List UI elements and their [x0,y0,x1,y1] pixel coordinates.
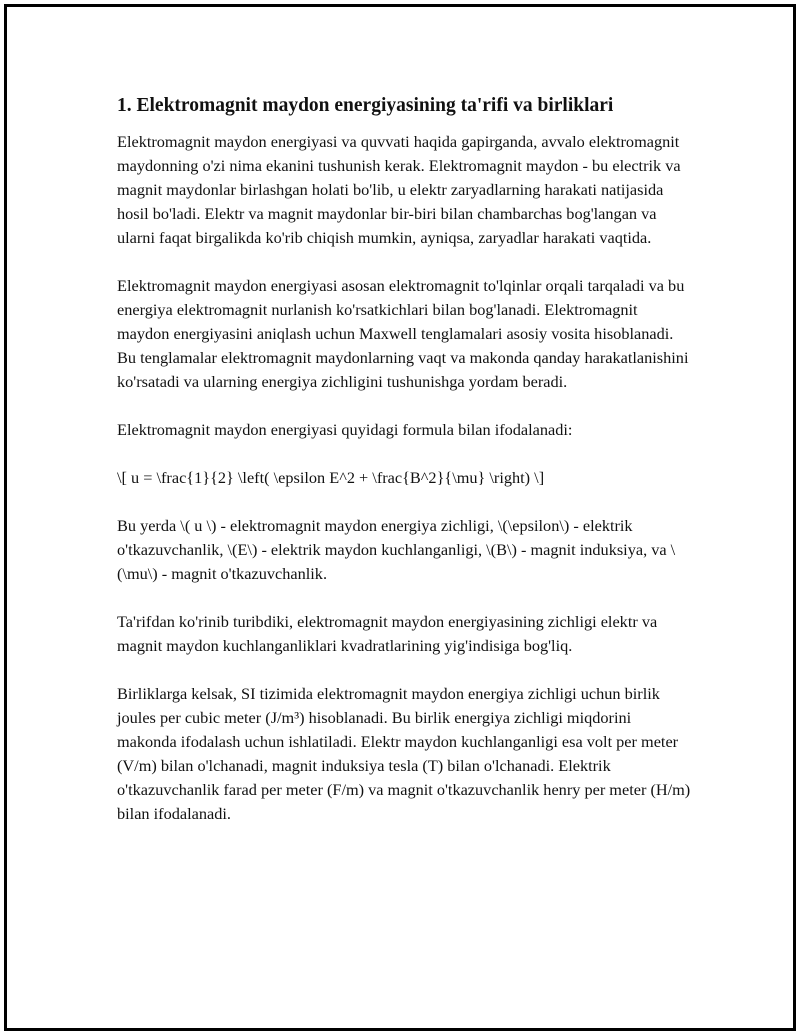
paragraph-definition-conclusion: Ta'rifdan ko'rinib turibdiki, elektromagnit maydon energiyasining zichligi elektr va magnit maydon kuchlanganliklari kvadratlarining yig'indisiga bog'liq. [117,612,658,655]
paragraph-intro: Elektromagnit maydon energiyasi va quvvati haqida gapirganda, avvalo elektromagnit maydonning o'zi nima ekanini tushunish kerak. Elektromagnit maydon - bu electrik va magnit maydonlar birlashgan holati bo'lib, u elektr zaryadlarning harakati natijasida hosil bo'ladi. Elektr va magnit maydonlar bir-biri bilan chambarchas bog'langan va ularni faqat birgalikda ko'rib chiqish mumkin, ayniqsa, zaryadlar harakati vaqtida. [117,132,681,247]
document-body [117,92,692,850]
paragraph-formula-intro: Elektromagnit maydon energiyasi quyidagi formula bilan ifodalanadi: [117,420,573,439]
formula-energy-density: \[ u = \frac{1}{2} \left( \epsilon E^2 + \frac{B^2}{\mu} \right) \] [117,468,545,487]
paragraph-symbol-definitions: Bu yerda \( u \) - elektromagnit maydon energiya zichligi, \(\epsilon\) - elektrik o'tkazuvchanlik, \(E\) - elektrik maydon kuchlanganligi, \(B\) - magnit induksiya, va \(\mu\) - magnit o'tkazuvchanlik. [117,516,676,583]
paragraph-energy-propagation: Elektromagnit maydon energiyasi asosan elektromagnit to'lqinlar orqali tarqaladi va bu energiya elektromagnit nurlanish ko'rsatkichlari bilan bog'lanadi. Elektromagnit maydon energiyasini aniqlash uchun Maxwell tenglamalari asosiy vosita hisoblanadi. Bu tenglamalar elektromagnit maydonlarning vaqt va makonda qanday harakatlanishini ko'rsatadi va ularning energiya zichligini tushunishga yordam beradi. [117,276,689,391]
section-heading: 1. Elektromagnit maydon energiyasining ta'rifi va birliklari [117,95,614,116]
paragraph-si-units: Birliklarga kelsak, SI tizimida elektromagnit maydon energiya zichligi uchun birlik joules per cubic meter (J/m³) hisoblanadi. Bu birlik energiya zichligi miqdorini makonda ifodalash uchun ishlatiladi. Elektr maydon kuchlanganligi esa volt per meter (V/m) bilan o'lchanadi, magnit induksiya tesla (T) bilan o'lchanadi. Elektrik o'tkazuvchanlik farad per meter (F/m) va magnit o'tkazuvchanlik henry per meter (H/m) bilan ifodalanadi. [117,684,691,823]
